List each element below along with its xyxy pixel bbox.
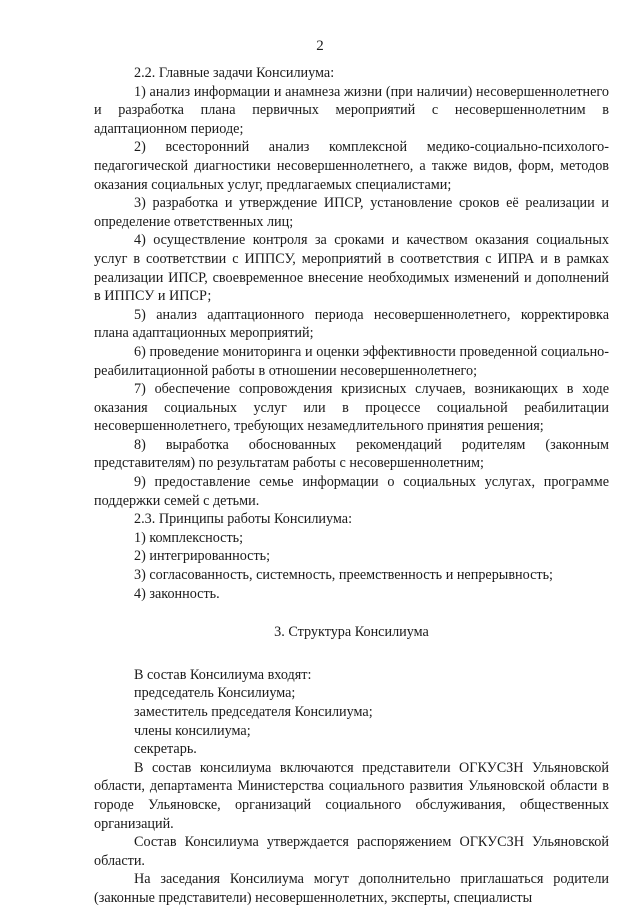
task-item-2: 2) всесторонний анализ комплексной медико-социально-психолого-педагогической диагностики несовершеннолетнего, а также видов, форм, методов оказания социальных услуг, предлагаемых специалистами; xyxy=(94,139,609,193)
section-2-3-title: 2.3. Принципы работы Консилиума: xyxy=(134,511,353,528)
invitation-paragraph: На заседания Консилиума могут дополнительно приглашаться родители (законные представители) несовершеннолетних, эксперты, специалисты xyxy=(94,871,609,906)
page-number: 2 xyxy=(316,38,324,54)
task-item-4: 4) осуществление контроля за сроками и качеством оказания социальных услуг в соответствии с ИППСУ, мероприятий в соответствия с ИПРА и в рамках реализации ИПСР, своевременное внесение необходимых изменений и дополнений в ИППСУ и ИПСР; xyxy=(94,232,609,305)
task-item-6: 6) проведение мониторинга и оценки эффективности проведенной социально-реабилитационной работы в отношении несовершеннолетнего; xyxy=(94,343,609,379)
composition-paragraph: В состав консилиума включаются представители ОГКУСЗН Ульяновской области, департамента Министерства социального развития Ульяновской области в городе Ульяновске, организаций социального обслуживания, общественных организаций. xyxy=(94,759,609,832)
member-deputy-chair: заместитель председателя Консилиума; xyxy=(134,704,373,720)
task-item-7: 7) обеспечение сопровождения кризисных случаев, возникающих в ходе оказания социальных услуг или в процессе социальной реабилитации несовершеннолетнего, требующих незамедлительного принятия решения; xyxy=(94,381,609,435)
member-members: члены консилиума; xyxy=(134,722,251,739)
document-body xyxy=(94,64,609,908)
task-item-5: 5) анализ адаптационного периода несовершеннолетнего, корректировка плана адаптационных мероприятий; xyxy=(94,306,609,342)
principle-item-1: 1) комплексность; xyxy=(134,529,244,546)
task-item-1: 1) анализ информации и анамнеза жизни (при наличии) несовершеннолетнего и разработка плана первичных мероприятий с несовершеннолетним в адаптационном периоде; xyxy=(94,83,609,137)
task-item-9: 9) предоставление семье информации о социальных услугах, программе поддержки семей с детьми. xyxy=(94,474,609,509)
principle-item-3: 3) согласованность, системность, преемственность и непрерывность; xyxy=(134,567,553,584)
approval-paragraph: Состав Консилиума утверждается распоряжением ОГКУСЗН Ульяновской области. xyxy=(94,834,609,869)
principle-item-4: 4) законность. xyxy=(134,585,220,602)
principle-item-2: 2) интегрированность; xyxy=(134,548,271,565)
section-3-heading: 3. Структура Консилиума xyxy=(274,624,429,641)
member-secretary: секретарь. xyxy=(134,741,197,758)
task-item-3: 3) разработка и утверждение ИПСР, установление сроков её реализации и определение ответственных лиц; xyxy=(94,195,609,230)
section-2-2-title: 2.2. Главные задачи Консилиума: xyxy=(134,65,335,81)
task-item-8: 8) выработка обоснованных рекомендаций родителям (законным представителям) по результатам работы с несовершеннолетним; xyxy=(94,436,609,472)
structure-intro: В состав Консилиума входят: xyxy=(134,666,312,683)
member-chair: председатель Консилиума; xyxy=(134,685,296,702)
